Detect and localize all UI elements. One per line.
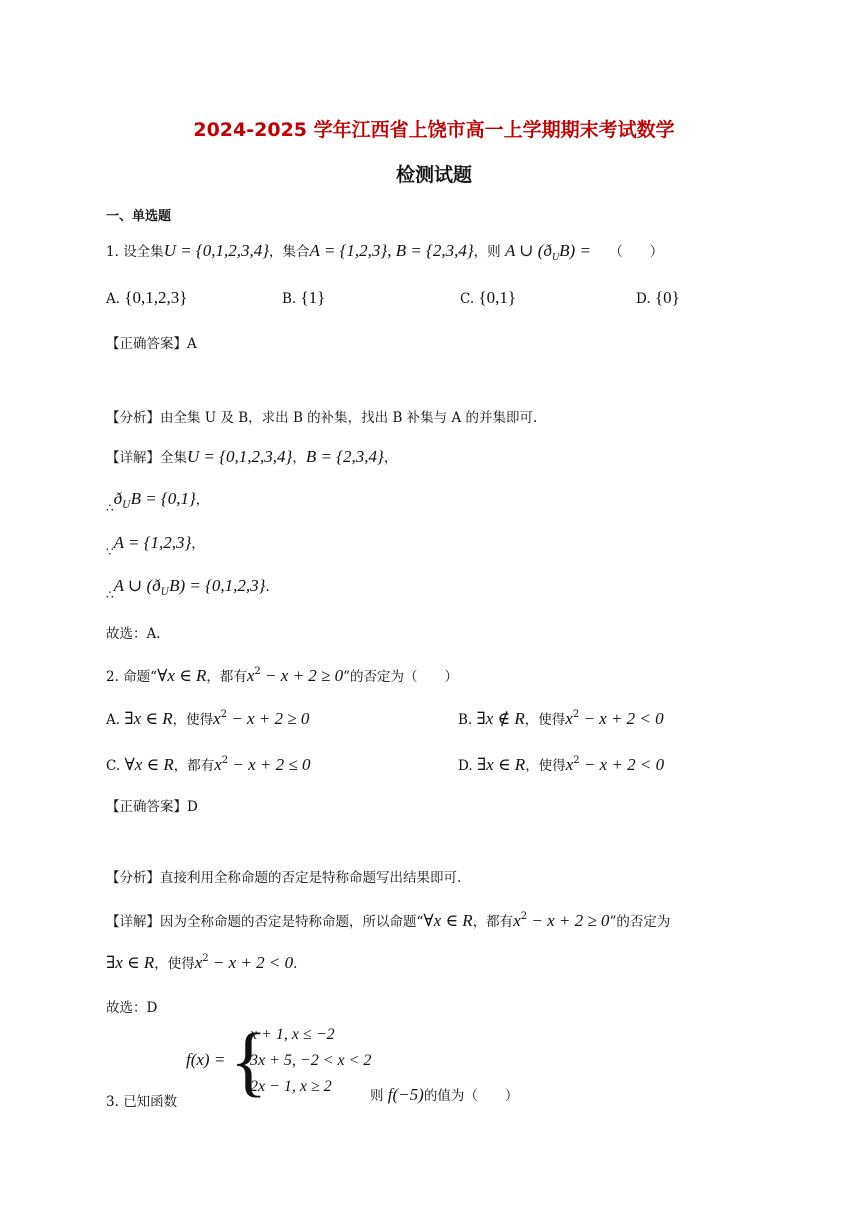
q2-choose: 故选：D xyxy=(106,1000,158,1016)
q2-option-a-q: ∃x ∈ R xyxy=(124,709,173,728)
q2-stem-math3: − x + 2 ≥ 0 xyxy=(260,666,344,685)
q2-option-a-sup: 2 xyxy=(220,709,228,720)
q2-option-c-mid: ，都有 xyxy=(173,758,215,774)
q2-option-d-sup: 2 xyxy=(573,755,580,766)
q1-option-c-label: C. xyxy=(460,291,475,307)
q1-answer xyxy=(106,332,197,352)
q1-set-u: U = {0,1,2,3,4} xyxy=(163,241,270,260)
q2-option-c xyxy=(106,754,310,775)
q2-option-a-rest: − x + 2 ≥ 0 xyxy=(227,709,310,728)
q2-stem-c: ”的否定为（ ） xyxy=(343,669,459,685)
q1-expr xyxy=(504,241,591,263)
document-title: 2024-2025 学年江西省上饶市高一上学期期末考试数学 xyxy=(193,119,675,141)
q1-stem xyxy=(106,240,663,263)
q2-option-b-rest: − x + 2 < 0 xyxy=(579,709,664,728)
q3-function-name: f(x) = xyxy=(186,1050,226,1069)
q1-option-a-label: A. xyxy=(106,291,121,307)
q1-answer-value: A xyxy=(187,336,197,352)
q1-step-1 xyxy=(106,488,209,515)
q2-stem-math1: ∀x ∈ R xyxy=(157,666,207,685)
q1-step1-eq: B = {0,1} xyxy=(130,489,196,508)
q2-detail2-end: . xyxy=(293,956,298,972)
q1-step1-pre: ð xyxy=(113,489,123,508)
q1-option-b-label: B. xyxy=(282,291,297,307)
q3-number: 3. xyxy=(106,1094,119,1110)
q2-answer-label: 【正确答案】 xyxy=(106,799,187,815)
q2-option-c-q: ∀x ∈ R xyxy=(124,755,174,774)
q1-detail-text: 全集 xyxy=(160,450,187,466)
q1-analysis xyxy=(106,406,537,426)
q1-stem-text-a: 设全集 xyxy=(123,244,164,260)
q2-detail2-m1: ∃x ∈ R xyxy=(106,953,155,972)
q2-detail-sup: 2 xyxy=(520,911,528,922)
q2-option-b-label: B. xyxy=(458,712,473,728)
q2-option-a-label: A. xyxy=(106,712,121,728)
therefore-symbol-2: ∴ xyxy=(106,588,114,602)
q1-option-b-value: {1} xyxy=(300,288,326,307)
q2-option-d-expr: x xyxy=(565,755,574,774)
q1-step3-end: . xyxy=(265,579,270,595)
q2-number: 2. xyxy=(106,669,119,685)
q1-step-2 xyxy=(106,532,205,559)
q2-option-d-mid: ，使得 xyxy=(525,758,566,774)
q1-paren: （ ） xyxy=(609,244,664,260)
q1-step2-end: ， xyxy=(191,536,205,552)
q1-detail-b: B = {2,3,4} xyxy=(305,447,384,466)
q2-option-b-expr: x xyxy=(565,709,573,728)
q2-option-c-expr: x xyxy=(214,755,222,774)
document-subtitle: 检测试题 xyxy=(395,164,472,186)
q3-case-1: x + 1, x ≤ −2 xyxy=(250,1026,335,1043)
q2-option-a xyxy=(106,708,309,729)
q1-option-c xyxy=(460,288,516,308)
q3-case-3: 2x − 1, x ≥ 2 xyxy=(250,1078,332,1095)
q2-stem-math2: x xyxy=(246,666,255,685)
q2-option-d-q: ∃x ∈ R xyxy=(476,755,526,774)
q2-detail-c: ”的否定为 xyxy=(609,914,671,930)
q2-stem-sup: 2 xyxy=(254,666,261,677)
q1-detail-sep: ， xyxy=(292,450,306,466)
q1-option-d-label: D. xyxy=(636,291,651,307)
q3-f5: f(−5) xyxy=(387,1085,424,1104)
q1-expr-sub: U xyxy=(551,252,560,263)
q1-step3-eq: B) = {0,1,2,3} xyxy=(169,576,266,595)
q1-analysis-label: 【分析】 xyxy=(106,410,160,426)
q2-detail-2 xyxy=(106,952,297,973)
q1-option-b xyxy=(282,288,325,308)
q3-stem-end xyxy=(370,1084,518,1105)
q2-detail2-b: ，使得 xyxy=(154,956,195,972)
q3-stem-b: 则 xyxy=(370,1088,384,1104)
q2-detail-b: ，都有 xyxy=(472,914,514,930)
q1-choose: 故选：A. xyxy=(106,626,161,642)
q2-option-a-expr: x xyxy=(213,709,221,728)
q3-stem-a: 已知函数 xyxy=(123,1094,178,1110)
q2-option-b-q: ∃x ∉ R xyxy=(476,709,525,728)
q2-option-c-label: C. xyxy=(106,758,121,774)
q2-detail-m2: x xyxy=(513,911,521,930)
q1-answer-label: 【正确答案】 xyxy=(106,336,187,352)
q1-option-d xyxy=(636,288,680,308)
q2-detail-a: 因为全称命题的否定是特称命题，所以命题“ xyxy=(160,914,424,930)
section-heading: 一、单选题 xyxy=(106,209,172,224)
q1-analysis-text: 由全集 U 及 B，求出 B 的补集，找出 B 补集与 A 的并集即可. xyxy=(160,410,538,426)
q2-answer-value: D xyxy=(187,799,198,815)
q1-detail xyxy=(106,446,397,467)
q1-set-ab: A = {1,2,3}, B = {2,3,4} xyxy=(309,241,474,260)
q1-detail-label: 【详解】 xyxy=(106,450,160,466)
q1-option-c-value: {0,1} xyxy=(478,288,517,307)
q2-detail2-m2: x xyxy=(194,953,203,972)
q2-option-c-rest: − x + 2 ≤ 0 xyxy=(228,755,311,774)
q2-detail-label: 【详解】 xyxy=(106,914,160,930)
q1-stem-text-b: ，集合 xyxy=(269,244,310,260)
q2-answer xyxy=(106,795,198,815)
q2-option-c-sup: 2 xyxy=(221,755,229,766)
q2-detail2-sup: 2 xyxy=(202,953,209,964)
q2-analysis xyxy=(106,866,461,886)
q1-option-a xyxy=(106,288,187,308)
q1-step3-pre: A ∪ (ð xyxy=(113,576,161,595)
q1-detail-u: U = {0,1,2,3,4} xyxy=(187,447,293,466)
because-symbol: ∵ xyxy=(106,545,114,559)
q3-case-2: 3x + 5, −2 < x < 2 xyxy=(250,1052,372,1069)
q2-analysis-label: 【分析】 xyxy=(106,870,160,886)
q2-detail-m1: ∀x ∈ R xyxy=(423,911,473,930)
q3-stem xyxy=(106,1090,177,1110)
q2-detail xyxy=(106,910,670,931)
q1-stem-text-c: ，则 xyxy=(473,244,501,260)
q2-option-d-rest: − x + 2 < 0 xyxy=(579,755,665,774)
q1-detail-end: ， xyxy=(383,450,398,466)
q2-analysis-text: 直接利用全称命题的否定是特称命题写出结果即可. xyxy=(160,870,462,886)
q1-option-a-value: {0,1,2,3} xyxy=(124,288,188,307)
q2-option-b-sup: 2 xyxy=(572,709,580,720)
q2-stem-a: 命题“ xyxy=(123,669,158,685)
q1-step-3 xyxy=(106,576,270,602)
q1-step3-sub: U xyxy=(160,587,170,598)
q1-expr-end: B) = xyxy=(559,241,591,260)
q2-option-d-label: D. xyxy=(458,758,473,774)
left-brace: { xyxy=(230,1017,268,1104)
q2-stem-b: ，都有 xyxy=(206,669,247,685)
q1-number: 1. xyxy=(106,244,119,260)
q2-detail-m3: − x + 2 ≥ 0 xyxy=(527,911,610,930)
q1-option-d-value: {0} xyxy=(654,288,680,307)
q2-option-d xyxy=(458,754,664,775)
q2-detail2-m3: − x + 2 < 0 xyxy=(208,953,294,972)
q1-step1-sub: U xyxy=(122,500,131,511)
therefore-symbol: ∴ xyxy=(106,501,114,515)
q2-stem xyxy=(106,665,458,686)
q1-step2-eq: A = {1,2,3} xyxy=(113,533,192,552)
q1-step1-end: ， xyxy=(195,492,210,508)
q3-stem-c: 的值为（ ） xyxy=(423,1088,519,1104)
q2-option-b-mid: ，使得 xyxy=(524,712,566,728)
q2-option-b xyxy=(458,708,664,729)
q1-expr-main: A ∪ (ð xyxy=(504,241,552,260)
q2-option-a-mid: ，使得 xyxy=(172,712,214,728)
